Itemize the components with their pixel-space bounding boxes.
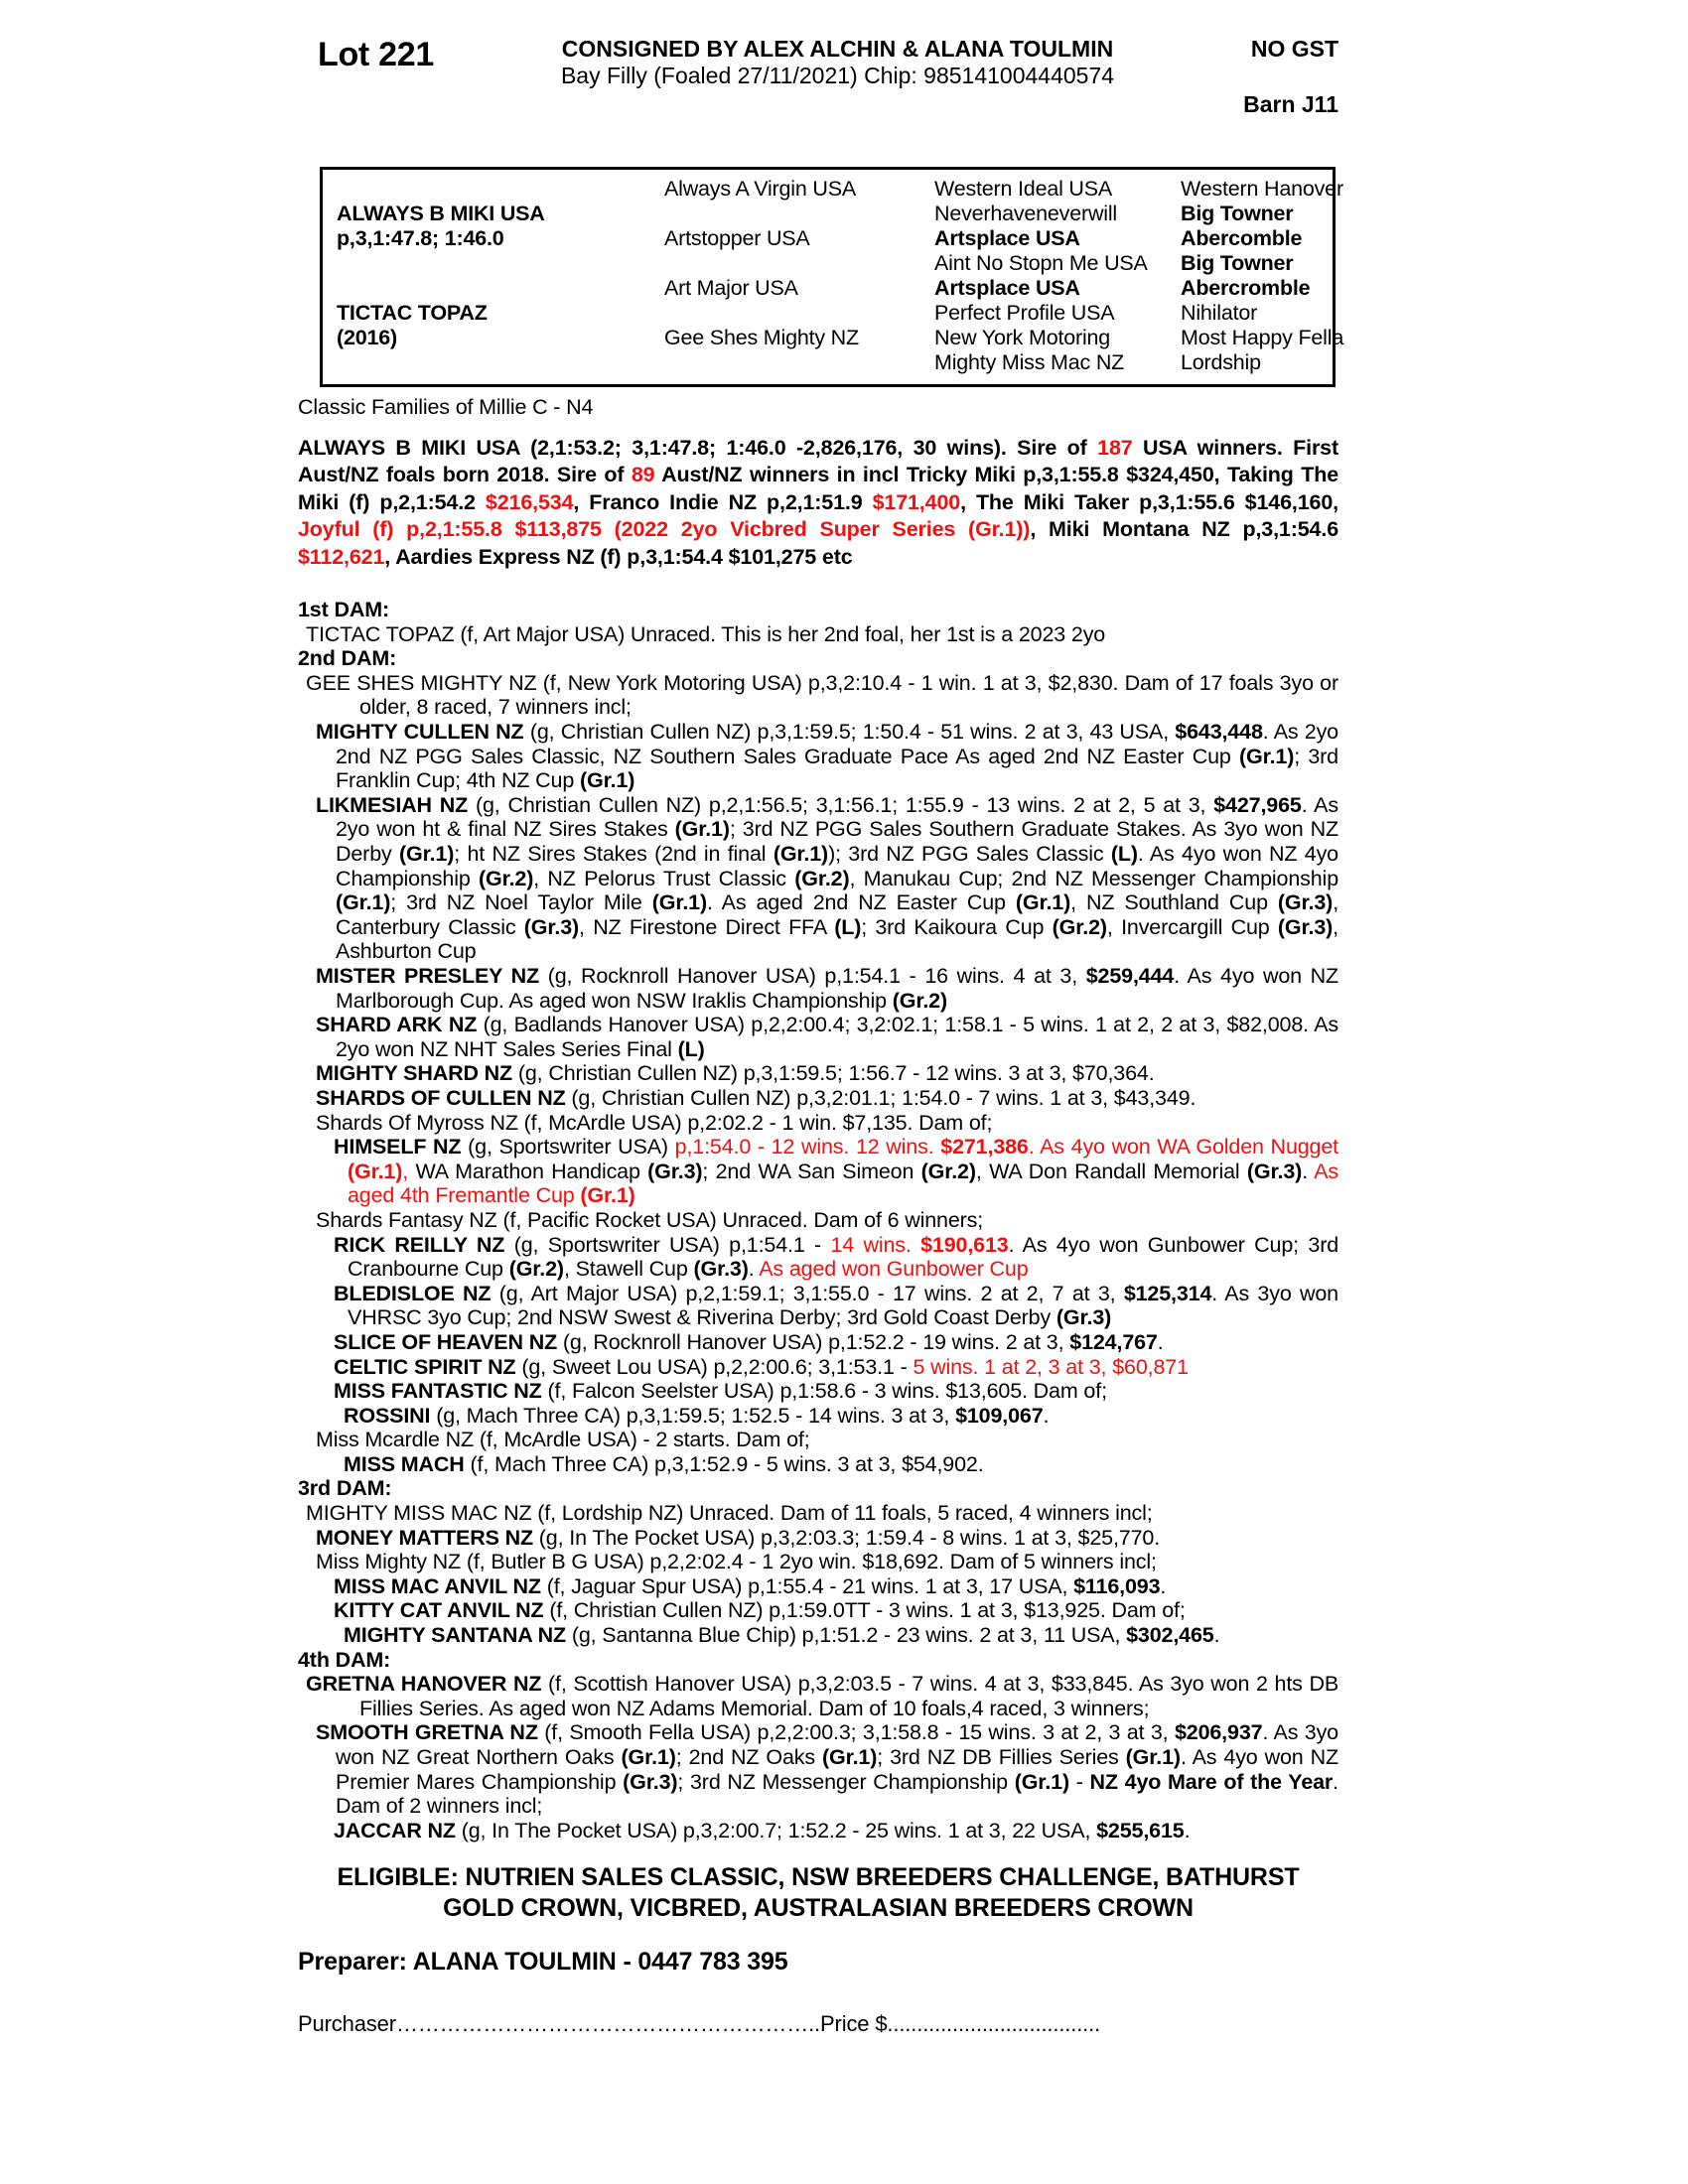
text-run: Classic Families of Millie C - N4 (298, 395, 594, 419)
text-run: Shards Of Myross NZ (f, McArdle USA) p,2:02.2 - 1 win. $7,135. Dam of; (316, 1110, 993, 1135)
pedigree-cell (1167, 251, 1343, 276)
text-run: (g, Sportswriter USA) p,1:54.1 - (513, 1232, 831, 1257)
text-run: KITTY CAT ANVIL NZ (334, 1598, 550, 1623)
text-run: , NZ Southland Cup (1070, 890, 1278, 915)
text-run: (f, Mach Three CA) p,3,1:52.9 - 5 wins. 3 at 3, $54,902. (470, 1451, 984, 1476)
mighty-cullen-entry (298, 720, 1338, 793)
text-run: . Dam of 2 winners incl; (336, 1769, 1338, 1819)
text-run: ; 2nd WA San Simeon (702, 1159, 921, 1183)
text-run: (Gr.1) (348, 1159, 403, 1183)
slice-of-heaven-entry (298, 1330, 1338, 1355)
pedigree-cell (323, 350, 650, 375)
text-run: (g, Badlands Hanover USA) p,2,2:00.4; 3,2:02.1; 1:58.1 - 5 wins. 1 at 2, 2 at 3, $82,008. As 2yo won NZ NHT Sales Series Final (336, 1013, 1339, 1061)
third-dam-heading (298, 1476, 1338, 1501)
pedigree-cell (323, 202, 650, 226)
pedigree-name: Abercromble (1181, 276, 1311, 300)
eligibility-note (298, 1862, 1338, 1924)
price-field-label: Price $ (820, 2011, 888, 2036)
text-run: - (1068, 1769, 1090, 1794)
pedigree-cell (650, 202, 920, 226)
text-run: TICTAC TOPAZ (f, Art Major USA) Unraced. This is her 2nd foal, her 1st is a 2023 2yo (306, 621, 1106, 646)
text-run: (Gr.2) (1052, 914, 1107, 939)
price-dotted-rule: .................................... (887, 2011, 1101, 2036)
pedigree-cell (920, 350, 1167, 375)
text-run: (Gr.1) (580, 768, 635, 793)
text-run: (Gr.3) (647, 1159, 703, 1183)
mighty-santana-entry (298, 1623, 1338, 1648)
text-run: (g, In The Pocket USA) p,3,2:00.7; 1:52.2 - 25 wins. 1 at 3, 22 USA, (461, 1818, 1097, 1843)
text-run: 14 wins. (830, 1232, 921, 1257)
pedigree-name: Perfect Profile USA (934, 301, 1115, 325)
tictac-topaz-entry (298, 622, 1338, 647)
pedigree-name: Gee Shes Mighty NZ (664, 326, 859, 349)
text-run: JACCAR NZ (334, 1818, 462, 1843)
text-run: (g, Christian Cullen NZ) p,3,1:59.5; 1:56.7 - 12 wins. 3 at 3, $70,364. (517, 1061, 1155, 1086)
pedigree-cell (650, 301, 920, 326)
miss-mach-entry (298, 1452, 1338, 1477)
family-line (298, 395, 1338, 420)
text-run: $216,534 (485, 489, 574, 514)
text-run: $112,621 (298, 544, 385, 569)
text-run: , Invercargill Cup (1106, 914, 1278, 939)
text-run: MISTER PRESLEY NZ (316, 964, 548, 988)
text-run: (g, In The Pocket USA) p,3,2:03.3; 1:59.4 - 8 wins. 1 at 3, $25,770. (538, 1525, 1161, 1550)
himself-entry (298, 1135, 1338, 1208)
text-run: (Gr.1) (651, 890, 708, 915)
consignor-line: CONSIGNED BY ALEX ALCHIN & ALANA TOULMIN (561, 36, 1114, 62)
miss-mighty-entry (298, 1550, 1338, 1574)
pedigree-cell (650, 326, 920, 350)
text-run: ALWAYS B MIKI USA (2,1:53.2; 3,1:47.8; 1:46.0 -2,826,176, 30 wins). Sire of (298, 435, 1098, 460)
text-run: NZ 4yo Mare of the Year (1089, 1769, 1334, 1794)
text-run: . (1157, 1329, 1164, 1354)
text-run: . (1302, 1159, 1315, 1183)
text-run: $271,386 (940, 1135, 1029, 1160)
fourth-dam-heading (298, 1648, 1338, 1673)
text-run: (Gr.3) (1277, 914, 1334, 939)
text-run: (g, Christian Cullen NZ) p,3,1:59.5; 1:50.4 - 51 wins. 2 at 3, 43 USA, (529, 720, 1176, 745)
pedigree-name: Big Towner (1181, 202, 1294, 225)
text-run: 2nd DAM: (298, 646, 397, 671)
header-center (523, 36, 1152, 89)
text-run: , (402, 1159, 416, 1183)
pedigree-name: Most Happy Fella (1181, 326, 1344, 349)
shards-of-myross-entry (298, 1111, 1338, 1136)
text-run: . As 3yo won VHRSC 3yo Cup; 2nd NSW Swest & Riverina Derby; 3rd Gold Coast Derby (348, 1281, 1338, 1330)
pedigree-name: Lordship (1181, 350, 1261, 374)
text-run: (Gr.2) (478, 866, 534, 890)
text-run: USA winners. First Aust/NZ foals born 2018. Sire of (298, 435, 1338, 487)
text-run: (g, Mach Three CA) p,3,1:59.5; 1:52.5 - 14 wins. 3 at 3, (436, 1403, 956, 1428)
text-run: Joyful (f) p,2,1:55.8 $113,875 (2022 2yo Vicbred Super Series (Gr.1)) (298, 517, 1031, 542)
second-dam-heading (298, 646, 1338, 671)
text-run: , Ashburton Cup (336, 914, 1338, 964)
text-run: (L) (1110, 842, 1138, 867)
text-run: SHARDS OF CULLEN NZ (316, 1085, 572, 1110)
pedigree-notes (298, 395, 1338, 1843)
text-run: (g, Christian Cullen NZ) p,2,1:56.5; 3,1:56.1; 1:55.9 - 13 wins. 2 at 2, 5 at 3, (475, 792, 1214, 817)
likmesiah-entry (298, 793, 1338, 964)
pedigree-name: Artsplace USA (934, 226, 1080, 250)
text-run: . (1043, 1403, 1050, 1428)
text-run: (g, Sweet Lou USA) p,2,2:00.6; 3,1:53.1 - (521, 1354, 914, 1379)
text-run: (Gr.3) (1055, 1305, 1112, 1330)
text-run: MIGHTY SHARD NZ (316, 1061, 518, 1086)
purchaser-line (298, 2012, 1338, 2037)
text-run: (Gr.1) (1125, 1745, 1181, 1769)
text-run: (g, Santanna Blue Chip) p,1:51.2 - 23 wins. 2 at 3, 11 USA, (571, 1623, 1127, 1648)
text-run: $643,448 (1175, 720, 1263, 745)
text-run: (g, Rocknroll Hanover USA) p,1:54.1 - 16 wins. 4 at 3, (547, 964, 1086, 988)
jaccar-entry (298, 1819, 1338, 1843)
pedigree-cell (920, 226, 1167, 251)
kitty-cat-anvil-entry (298, 1598, 1338, 1623)
pedigree-name: TICTAC TOPAZ (337, 301, 488, 325)
pedigree-cell (650, 276, 920, 301)
pedigree-name: Abercomble (1181, 226, 1303, 250)
mister-presley-entry (298, 964, 1338, 1013)
lot-number: Lot 221 (318, 36, 434, 73)
text-run: 3rd DAM: (298, 1476, 392, 1501)
text-run: (Gr.1) (773, 842, 829, 867)
text-run: (Gr.3) (1277, 890, 1334, 915)
text-run: , Franco Indie NZ p,2,1:51.9 (573, 489, 873, 514)
pedigree-name: Always A Virgin USA (664, 177, 856, 201)
shards-fantasy-entry (298, 1208, 1338, 1233)
text-run: (Gr.3) (623, 1769, 678, 1794)
text-run: (Gr.1) (621, 1745, 676, 1769)
pedigree-name: Big Towner (1181, 251, 1294, 275)
text-run: (f, Smooth Fella USA) p,2,2:00.3; 3,1:58.8 - 15 wins. 3 at 2, 3 at 3, (544, 1720, 1175, 1745)
text-run: $206,937 (1174, 1720, 1263, 1745)
text-run: ; 3rd Kaikoura Cup (861, 914, 1053, 939)
text-run: GRETNA HANOVER NZ (306, 1672, 549, 1697)
text-run: $259,444 (1085, 964, 1175, 988)
gretna-hanover-entry (298, 1672, 1338, 1720)
pedigree-name: Neverhaveneverwill (934, 202, 1118, 225)
text-run: MISS MAC ANVIL NZ (334, 1573, 547, 1598)
pedigree-cell (1167, 301, 1343, 326)
text-run: Miss Mighty NZ (f, Butler B G USA) p,2,2:02.4 - 1 2yo win. $18,692. Dam of 5 winners incl; (316, 1550, 1157, 1574)
pedigree-cell (650, 251, 920, 276)
text-run: As aged 4th Fremantle Cup (348, 1159, 1338, 1208)
text-run: BLEDISLOE NZ (334, 1281, 499, 1305)
text-run: , NZ Pelorus Trust Classic (533, 866, 795, 890)
pedigree-name: Artstopper USA (664, 226, 810, 250)
text-run: ; 3rd NZ Noel Taylor Mile (390, 890, 652, 915)
text-run: SHARD ARK NZ (316, 1013, 484, 1037)
text-run: Aust/NZ winners in incl Tricky Miki p,3,1:55.8 $324,450, Taking The Miki (f) p,2,1:54.2 (298, 463, 1338, 514)
text-run: $171,400 (872, 489, 961, 514)
text-run: 1st DAM: (298, 598, 389, 622)
text-run: . (1160, 1573, 1167, 1598)
text-run: WA Marathon Handicap (415, 1159, 648, 1183)
barn-number: Barn J11 (1243, 91, 1338, 117)
text-run: , Aardies Express NZ (f) p,3,1:54.4 $101,275 etc (384, 544, 853, 569)
text-run: (Gr.2) (508, 1257, 564, 1282)
text-run: SLICE OF HEAVEN NZ (334, 1329, 563, 1354)
sire-summary (298, 435, 1338, 572)
text-run: (g, Sportswriter USA) (468, 1135, 675, 1160)
page-header (318, 36, 1338, 118)
text-run: (Gr.1) (399, 842, 455, 867)
text-run: (Gr.1) (1014, 1769, 1069, 1794)
text-run: MISS MACH (344, 1451, 471, 1476)
text-run: (Gr.3) (1246, 1159, 1303, 1183)
text-run: (f, Scottish Hanover USA) p,3,2:03.5 - 7 wins. 4 at 3, $33,845. As 3yo won 2 hts DB Fillies Series. As aged won NZ Adams Memorial. Dam of 10 foals,4 raced, 3 winners; (359, 1672, 1339, 1720)
text-run: Shards Fantasy NZ (f, Pacific Rocket USA) Unraced. Dam of 6 winners; (316, 1207, 984, 1232)
text-run: ; 3rd NZ DB Fillies Series (877, 1745, 1126, 1769)
pedigree-name: Nihilator (1181, 301, 1258, 325)
text-run: (Gr.2) (794, 866, 850, 890)
pedigree-cell (920, 301, 1167, 326)
pedigree-cell (1167, 276, 1343, 301)
pedigree-table (320, 167, 1344, 387)
text-run: (Gr.2) (920, 1159, 976, 1183)
text-run: (Gr.1) (822, 1745, 878, 1769)
text-run: CELTIC SPIRIT NZ (334, 1354, 522, 1379)
text-run: MIGHTY SANTANA NZ (344, 1623, 572, 1648)
text-run: $302,465 (1126, 1623, 1214, 1648)
text-run: , Canterbury Classic (336, 890, 1339, 939)
pedigree-name: Artsplace USA (934, 276, 1080, 300)
text-run: . As 4yo won NZ 4yo Championship (336, 842, 1338, 890)
pedigree-name: ALWAYS B MIKI USA (337, 202, 545, 225)
text-run: (f, Jaguar Spur USA) p,1:55.4 - 21 wins. 1 at 3, 17 USA, (546, 1573, 1074, 1598)
text-run: ; 3rd Franklin Cup; 4th NZ Cup (336, 744, 1338, 793)
pedigree-cell (323, 177, 650, 202)
pedigree-cell (920, 251, 1167, 276)
text-run: ; 2nd NZ Oaks (675, 1745, 822, 1769)
text-run: . As 4yo won NZ Premier Mares Championship (336, 1745, 1338, 1794)
text-run: , Miki Montana NZ p,3,1:54.6 (1030, 517, 1338, 542)
text-run: , The Miki Taker p,3,1:55.6 $146,160, (960, 489, 1338, 514)
text-run: $190,613 (920, 1232, 1009, 1257)
miss-mcardle-entry (298, 1428, 1338, 1452)
pedigree-name: (2016) (337, 326, 397, 349)
text-run: As aged won Gunbower Cup (759, 1257, 1029, 1282)
pedigree-name: Aint No Stopn Me USA (934, 251, 1148, 275)
text-run: ; ht NZ Sires Stakes (2nd in final (454, 842, 774, 867)
mighty-miss-mac-entry (298, 1501, 1338, 1526)
text-run: (Gr.1) (1015, 890, 1071, 915)
text-run: ; 3rd NZ Messenger Championship (677, 1769, 1015, 1794)
pedigree-name: Art Major USA (664, 276, 798, 300)
celtic-spirit-entry (298, 1355, 1338, 1380)
text-run: (f, Christian Cullen NZ) p,1:59.0TT - 3 wins. 1 at 3, $13,925. Dam of; (549, 1598, 1186, 1623)
text-run: , WA Don Randall Memorial (975, 1159, 1247, 1183)
eligibility-line-2: GOLD CROWN, VICBRED, AUSTRALASIAN BREEDERS CROWN (443, 1894, 1194, 1923)
text-run: , NZ Firestone Direct FFA (579, 914, 835, 939)
text-run: . As 4yo won NZ Marlborough Cup. As aged won NSW Iraklis Championship (336, 964, 1339, 1013)
money-matters-entry (298, 1526, 1338, 1551)
eligibility-line-1: ELIGIBLE: NUTRIEN SALES CLASSIC, NSW BREEDERS CHALLENGE, BATHURST (337, 1863, 1300, 1892)
text-run: . As 2yo won ht & final NZ Sires Stakes (336, 792, 1338, 842)
text-run: ); 3rd NZ PGG Sales Classic (828, 842, 1111, 867)
text-run: HIMSELF NZ (334, 1135, 469, 1160)
text-run: 4th DAM: (298, 1647, 391, 1672)
pedigree-cell (323, 326, 650, 350)
text-run: $125,314 (1123, 1281, 1212, 1305)
pedigree-cell (920, 276, 1167, 301)
text-run: 5 wins. 1 at 2, 3 at 3, $60,871 (913, 1354, 1189, 1379)
text-run: , Manukau Cup; 2nd NZ Messenger Championship (849, 866, 1338, 890)
text-run: . As 4yo won Gunbower Cup; 3rd Cranbourne Cup (348, 1232, 1339, 1282)
purchaser-dotted-rule: ………………………………………………….. (395, 2011, 820, 2036)
pedigree-cell (920, 202, 1167, 226)
text-run: MIGHTY CULLEN NZ (316, 720, 530, 745)
text-run: ROSSINI (344, 1403, 437, 1428)
pedigree-cell (1167, 326, 1343, 350)
pedigree-cell (1167, 202, 1343, 226)
pedigree-cell (1167, 177, 1343, 202)
pedigree-cell (323, 251, 650, 276)
text-run: $255,615 (1096, 1818, 1185, 1843)
text-run: (Gr.3) (693, 1257, 749, 1282)
text-run: . (1213, 1623, 1220, 1648)
text-run: MISS FANTASTIC NZ (334, 1379, 548, 1404)
shards-of-cullen-entry (298, 1086, 1338, 1111)
text-run: $124,767 (1069, 1329, 1158, 1354)
text-run: . As 3yo won NZ Great Northern Oaks (336, 1720, 1338, 1769)
pedigree-cell (323, 301, 650, 326)
shard-ark-entry (298, 1013, 1338, 1061)
text-run: (Gr.1) (580, 1183, 635, 1208)
text-run: (Gr.1) (1238, 744, 1295, 768)
text-run: MONEY MATTERS NZ (316, 1525, 539, 1550)
text-run: ; 3rd NZ PGG Sales Southern Graduate Stakes. As 3yo won NZ Derby (336, 817, 1339, 867)
miss-mac-anvil-entry (298, 1574, 1338, 1599)
pedigree-cell (650, 177, 920, 202)
pedigree-cell (650, 350, 920, 375)
text-run: $427,965 (1213, 792, 1302, 817)
text-run: p,1:54.0 - 12 wins. 12 wins. (674, 1135, 941, 1160)
text-run: $116,093 (1073, 1573, 1161, 1598)
pedigree-name: Western Hanover (1181, 177, 1343, 201)
text-run: Miss Mcardle NZ (f, McArdle USA) - 2 starts. Dam of; (316, 1428, 810, 1452)
pedigree-cell (323, 276, 650, 301)
text-run: $109,067 (955, 1403, 1044, 1428)
text-run: 89 (631, 463, 655, 487)
pedigree-cell (920, 326, 1167, 350)
text-run: . As 2yo 2nd NZ PGG Sales Classic, NZ Southern Sales Graduate Pace As aged 2nd NZ Easter Cup (336, 720, 1338, 768)
purchaser-field-label: Purchaser (298, 2011, 396, 2036)
mighty-shard-entry (298, 1061, 1338, 1086)
content-flow (298, 395, 1338, 2037)
text-run: (f, Falcon Seelster USA) p,1:58.6 - 3 wins. $13,605. Dam of; (547, 1379, 1107, 1404)
text-run: . As aged 2nd NZ Easter Cup (707, 890, 1016, 915)
pedigree-name: p,3,1:47.8; 1:46.0 (337, 226, 504, 250)
pedigree-name: Mighty Miss Mac NZ (934, 350, 1125, 374)
text-run: SMOOTH GRETNA NZ (316, 1720, 545, 1745)
gee-shes-mighty-entry (298, 671, 1338, 720)
text-run: GEE SHES MIGHTY NZ (f, New York Motoring USA) p,3,2:10.4 - 1 win. 1 at 3, $2,830. Dam of 17 foals 3yo or older, 8 raced, 7 winners incl; (306, 670, 1338, 720)
text-run: RICK REILLY NZ (334, 1232, 514, 1257)
pedigree-cell (920, 177, 1167, 202)
text-run: (Gr.2) (892, 988, 947, 1013)
preparer-line: Preparer: ALANA TOULMIN - 0447 783 395 (298, 1948, 788, 1977)
foal-details: Bay Filly (Foaled 27/11/2021) Chip: 985141004440574 (560, 63, 1115, 88)
pedigree-name: Western Ideal USA (934, 177, 1113, 201)
gst-status: NO GST (1250, 36, 1338, 62)
bledisloe-entry (298, 1282, 1338, 1330)
pedigree-cell (323, 226, 650, 251)
text-run: (g, Art Major USA) p,2,1:59.1; 3,1:55.0 - 17 wins. 2 at 2, 7 at 3, (498, 1281, 1124, 1305)
text-run: . As 4yo won WA Golden Nugget (1028, 1135, 1338, 1160)
header-right (1180, 36, 1338, 118)
text-run: (g, Christian Cullen NZ) p,3,2:01.1; 1:54.0 - 7 wins. 1 at 3, $43,349. (571, 1085, 1196, 1110)
text-run: , Stawell Cup (563, 1257, 694, 1282)
pedigree-cell (1167, 350, 1343, 375)
pedigree-name: New York Motoring (934, 326, 1111, 349)
text-run: (Gr.3) (523, 914, 580, 939)
text-run: (Gr.1) (674, 817, 730, 842)
text-run: (L) (834, 914, 862, 939)
text-run: (g, Rocknroll Hanover USA) p,1:52.2 - 19 wins. 2 at 3, (562, 1329, 1070, 1354)
pedigree-grid (323, 170, 1344, 384)
text-run: MIGHTY MISS MAC NZ (f, Lordship NZ) Unraced. Dam of 11 foals, 5 raced, 4 winners incl; (306, 1501, 1153, 1526)
text-run: . (748, 1257, 760, 1282)
smooth-gretna-entry (298, 1720, 1338, 1818)
pedigree-cell (1167, 226, 1343, 251)
text-run: (Gr.1) (336, 890, 391, 915)
miss-fantastic-entry (298, 1379, 1338, 1404)
first-dam-heading (298, 598, 1338, 622)
pedigree-cell (650, 226, 920, 251)
text-run: . (1184, 1818, 1191, 1843)
text-run: LIKMESIAH NZ (316, 792, 476, 817)
rossini-entry (298, 1404, 1338, 1429)
text-run: 187 (1097, 435, 1133, 460)
text-run: (L) (677, 1036, 705, 1061)
rick-reilly-entry (298, 1233, 1338, 1282)
